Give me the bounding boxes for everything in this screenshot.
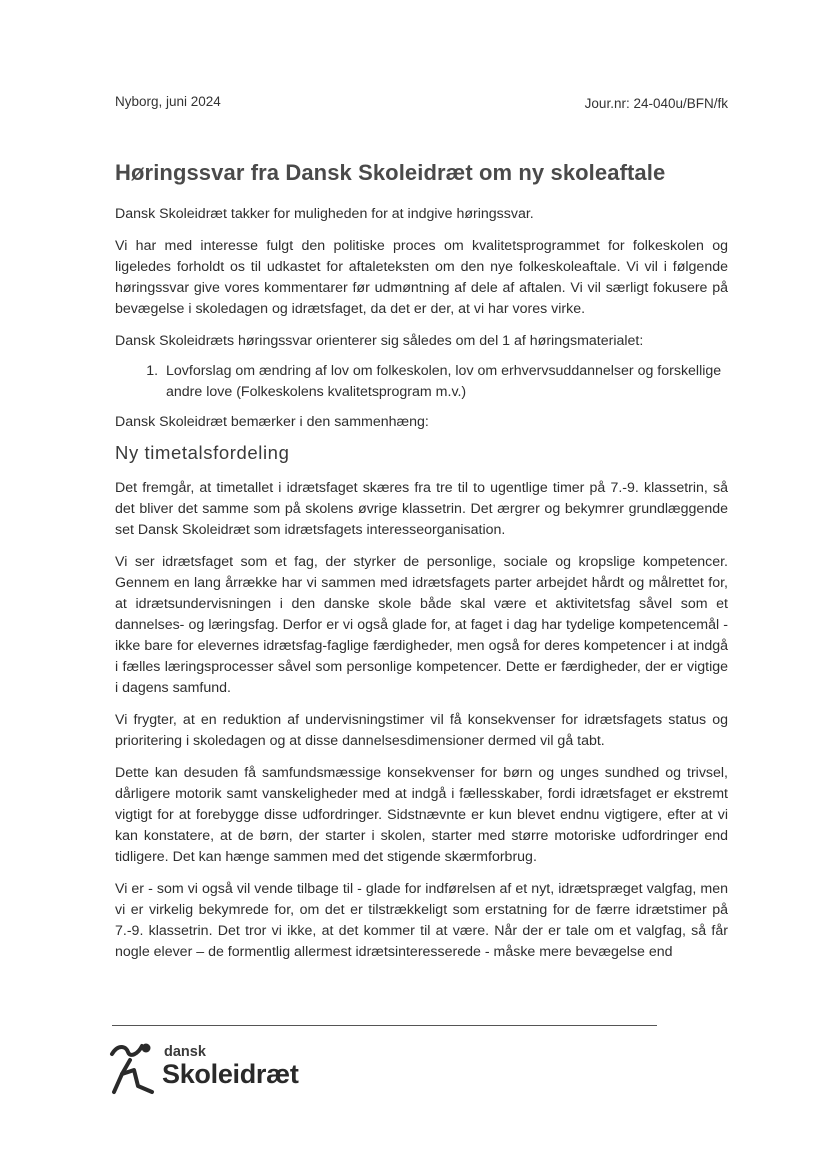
paragraph-remarks: Dansk Skoleidræt bemærker i den sammenhæng: [115,414,429,430]
paragraph-competencies: Vi ser idrætsfaget som et fag, der styrker de personlige, sociale og kropslige kompetencer. Gennem en lang årrække har vi sammen med idrætsfagets parter arbejdet hårdt og målrettet for, at idrætsundervisningen i den danske skole både skal være et aktivitetsfag såvel som et dannelses- og læringsfag. Derfor er vi også glade for, at faget i dag har tydelige kompetencemål - ikke bare for elevernes idrætsfag-faglige færdigheder, men også for deres kompetencer i at indgå i fælles læringsprocesser såvel som personlige kompetencer. Dette er færdigheder, der er vigtige i dagens samfund. [115,554,728,696]
paragraph-consequences: Dette kan desuden få samfundsmæssige konsekvenser for børn og unges sundhed og trivsel, dårligere motorik samt vanskeligheder med at indgå i fællesskaber, fordi idrætsfaget er ekstremt vigtigt for at forebygge disse udfordringer. Sidstnævnte er kun blevet endnu vigtigere, efter at vi kan konstatere, at de børn, der starter i skolen, starter med større motoriske udfordringer end tidligere. Det kan hænge sammen med det stigende skærmforbrug. [115,765,728,865]
paragraph-intro: Vi har med interesse fulgt den politiske proces om kvalitetsprogrammet for folkeskolen og ligeledes forholdt os til udkastet for aftaleteksten om den nye folkeskoleaftale. Vi vil i følgende høringssvar give vores kommentarer før udmøntning af dele af aftalen. Vi vil særligt fokusere på bevægelse i skoledagen og idrætsfaget, da det er der, at vi har vores virke. [115,238,728,317]
paragraph-thanks: Dansk Skoleidræt takker for muligheden for at indgive høringssvar. [115,206,534,222]
paragraph-orientation: Dansk Skoleidræts høringssvar orienterer sig således om del 1 af høringsmaterialet: [115,333,644,349]
athlete-logo-icon [108,1040,158,1096]
numbered-list [115,361,728,403]
logo-small-text: dansk [164,1044,206,1060]
dansk-skoleidraet-logo [108,1040,308,1100]
list-item: 1. Lovforslag om ændring af lov om folkeskolen, lov om erhvervsuddannelser og forskellige andre love (Folkeskolens kvalitetsprogram m.v.) [162,361,728,403]
section-heading: Ny timetalsfordeling [115,442,290,463]
document-body [115,204,728,974]
paragraph-hours: Det fremgår, at timetallet i idrætsfaget skæres fra tre til to ugentlige timer på 7.-9. klassetrin, så det bliver det samme som på skolens øvrige klassetrin. Det ærgrer og bekymrer grundlæggende set Dansk Skoleidræt som idrætsfagets interesseorganisation. [115,480,728,538]
paragraph-elective: Vi er - som vi også vil vende tilbage til - glade for indførelsen af et nyt, idrætspræget valgfag, men vi er virkelig bekymrede for, om det er tilstrækkeligt som erstatning for de færre idrætstimer på 7.-9. klassetrin. Det tror vi ikke, at det kommer til at være. Når der er tale om et valgfag, så får nogle elever – de formentlig allermest idrætsinteresserede - måske mere bevægelse end [115,881,728,960]
document-title: Høringssvar fra Dansk Skoleidræt om ny skoleaftale [115,160,666,185]
paragraph-concern: Vi frygter, at en reduktion af undervisningstimer vil få konsekvenser for idrætsfagets status og prioritering i skoledagen og at disse dannelsesdimensioner dermed vil gå tabt. [115,712,728,749]
footer-divider [112,1025,657,1026]
logo-big-text: Skoleidræt [162,1059,299,1089]
place-date: Nyborg, juni 2024 [115,94,221,109]
journal-number: Jour.nr: 24-040u/BFN/fk [584,96,728,111]
